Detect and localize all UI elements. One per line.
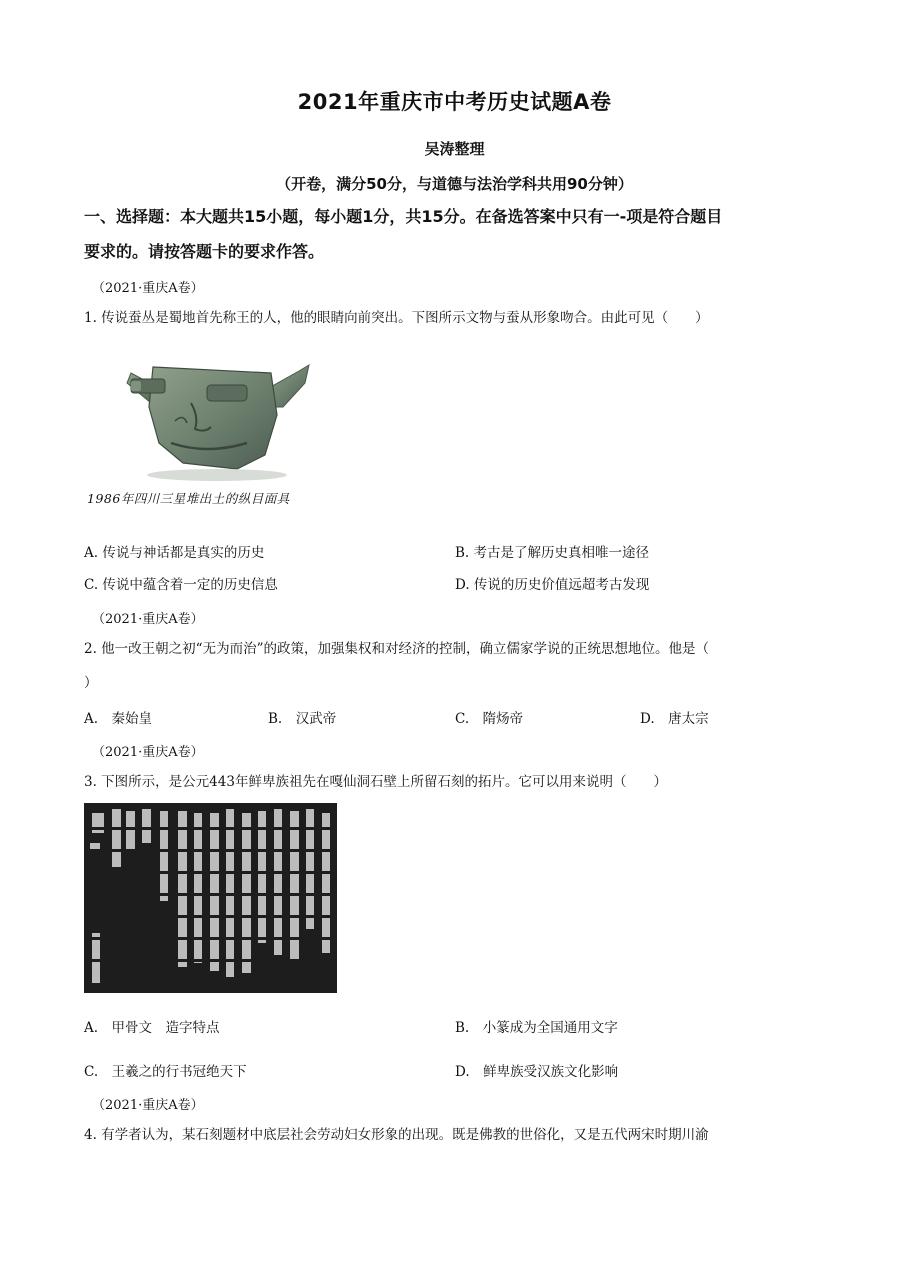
- stone-rubbing-image: [84, 803, 337, 993]
- exam-note: （开卷，满分50分，与道德与法治学科共用90分钟）: [276, 175, 633, 193]
- q3-option-b[interactable]: B. 小篆成为全国通用文字: [455, 1020, 618, 1036]
- section-heading-line2: 要求的。请按答题卡的要求作答。: [84, 242, 325, 261]
- question-2-stem-end: ）: [84, 675, 98, 691]
- question-2-stem: 2. 他一改王朝之初“无为而治”的政策，加强集权和对经济的控制，确立儒家学说的正统思想地位。他是（: [84, 641, 709, 657]
- question-source: （2021·重庆A卷）: [92, 1098, 204, 1113]
- question-source: （2021·重庆A卷）: [92, 612, 204, 627]
- author-line: 吴涛整理: [424, 140, 485, 158]
- stone-rubbing-figure: [84, 803, 337, 993]
- q1-option-b[interactable]: B. 考古是了解历史真相唯一途径: [455, 545, 650, 561]
- q1-option-a[interactable]: A. 传说与神话都是真实的历史: [84, 545, 265, 561]
- question-3-stem: 3. 下图所示，是公元443年鲜卑族祖先在嘎仙洞石壁上所留石刻的拓片。它可以用来说明（ ）: [84, 774, 667, 790]
- section-heading-line1: 一、选择题：本大题共15小题，每小题1分，共15分。在备选答案中只有一-项是符合题目: [84, 207, 723, 226]
- q3-option-d[interactable]: D. 鲜卑族受汉族文化影响: [455, 1064, 619, 1080]
- question-source: （2021·重庆A卷）: [92, 281, 204, 296]
- page-title: 2021年重庆市中考历史试题A卷: [297, 90, 612, 114]
- question-1-stem: 1. 传说蚕丛是蜀地首先称王的人，他的眼睛向前突出。下图所示文物与蚕从形象吻合。由此可见（ ）: [84, 310, 709, 326]
- bronze-mask-figure: [87, 343, 343, 513]
- q3-option-c[interactable]: C. 王羲之的行书冠绝天下: [84, 1064, 247, 1080]
- q2-option-c[interactable]: C. 隋炀帝: [455, 711, 524, 727]
- bronze-mask-image: [87, 343, 343, 513]
- q2-option-b[interactable]: B. 汉武帝: [268, 711, 337, 727]
- question-4-stem: 4. 有学者认为，某石刻题材中底层社会劳动妇女形象的出现。既是佛教的世俗化，又是五代两宋时期川渝: [84, 1127, 709, 1143]
- figure-caption: 1986年四川三星堆出土的纵目面具: [87, 491, 290, 506]
- q3-option-a[interactable]: A. 甲骨文 造字特点: [84, 1020, 220, 1036]
- q2-option-a[interactable]: A. 秦始皇: [84, 711, 153, 727]
- question-source: （2021·重庆A卷）: [92, 745, 204, 760]
- q1-option-c[interactable]: C. 传说中蕴含着一定的历史信息: [84, 577, 278, 593]
- q1-option-d[interactable]: D. 传说的历史价值远超考古发现: [455, 577, 650, 593]
- q2-option-d[interactable]: D. 唐太宗: [640, 711, 709, 727]
